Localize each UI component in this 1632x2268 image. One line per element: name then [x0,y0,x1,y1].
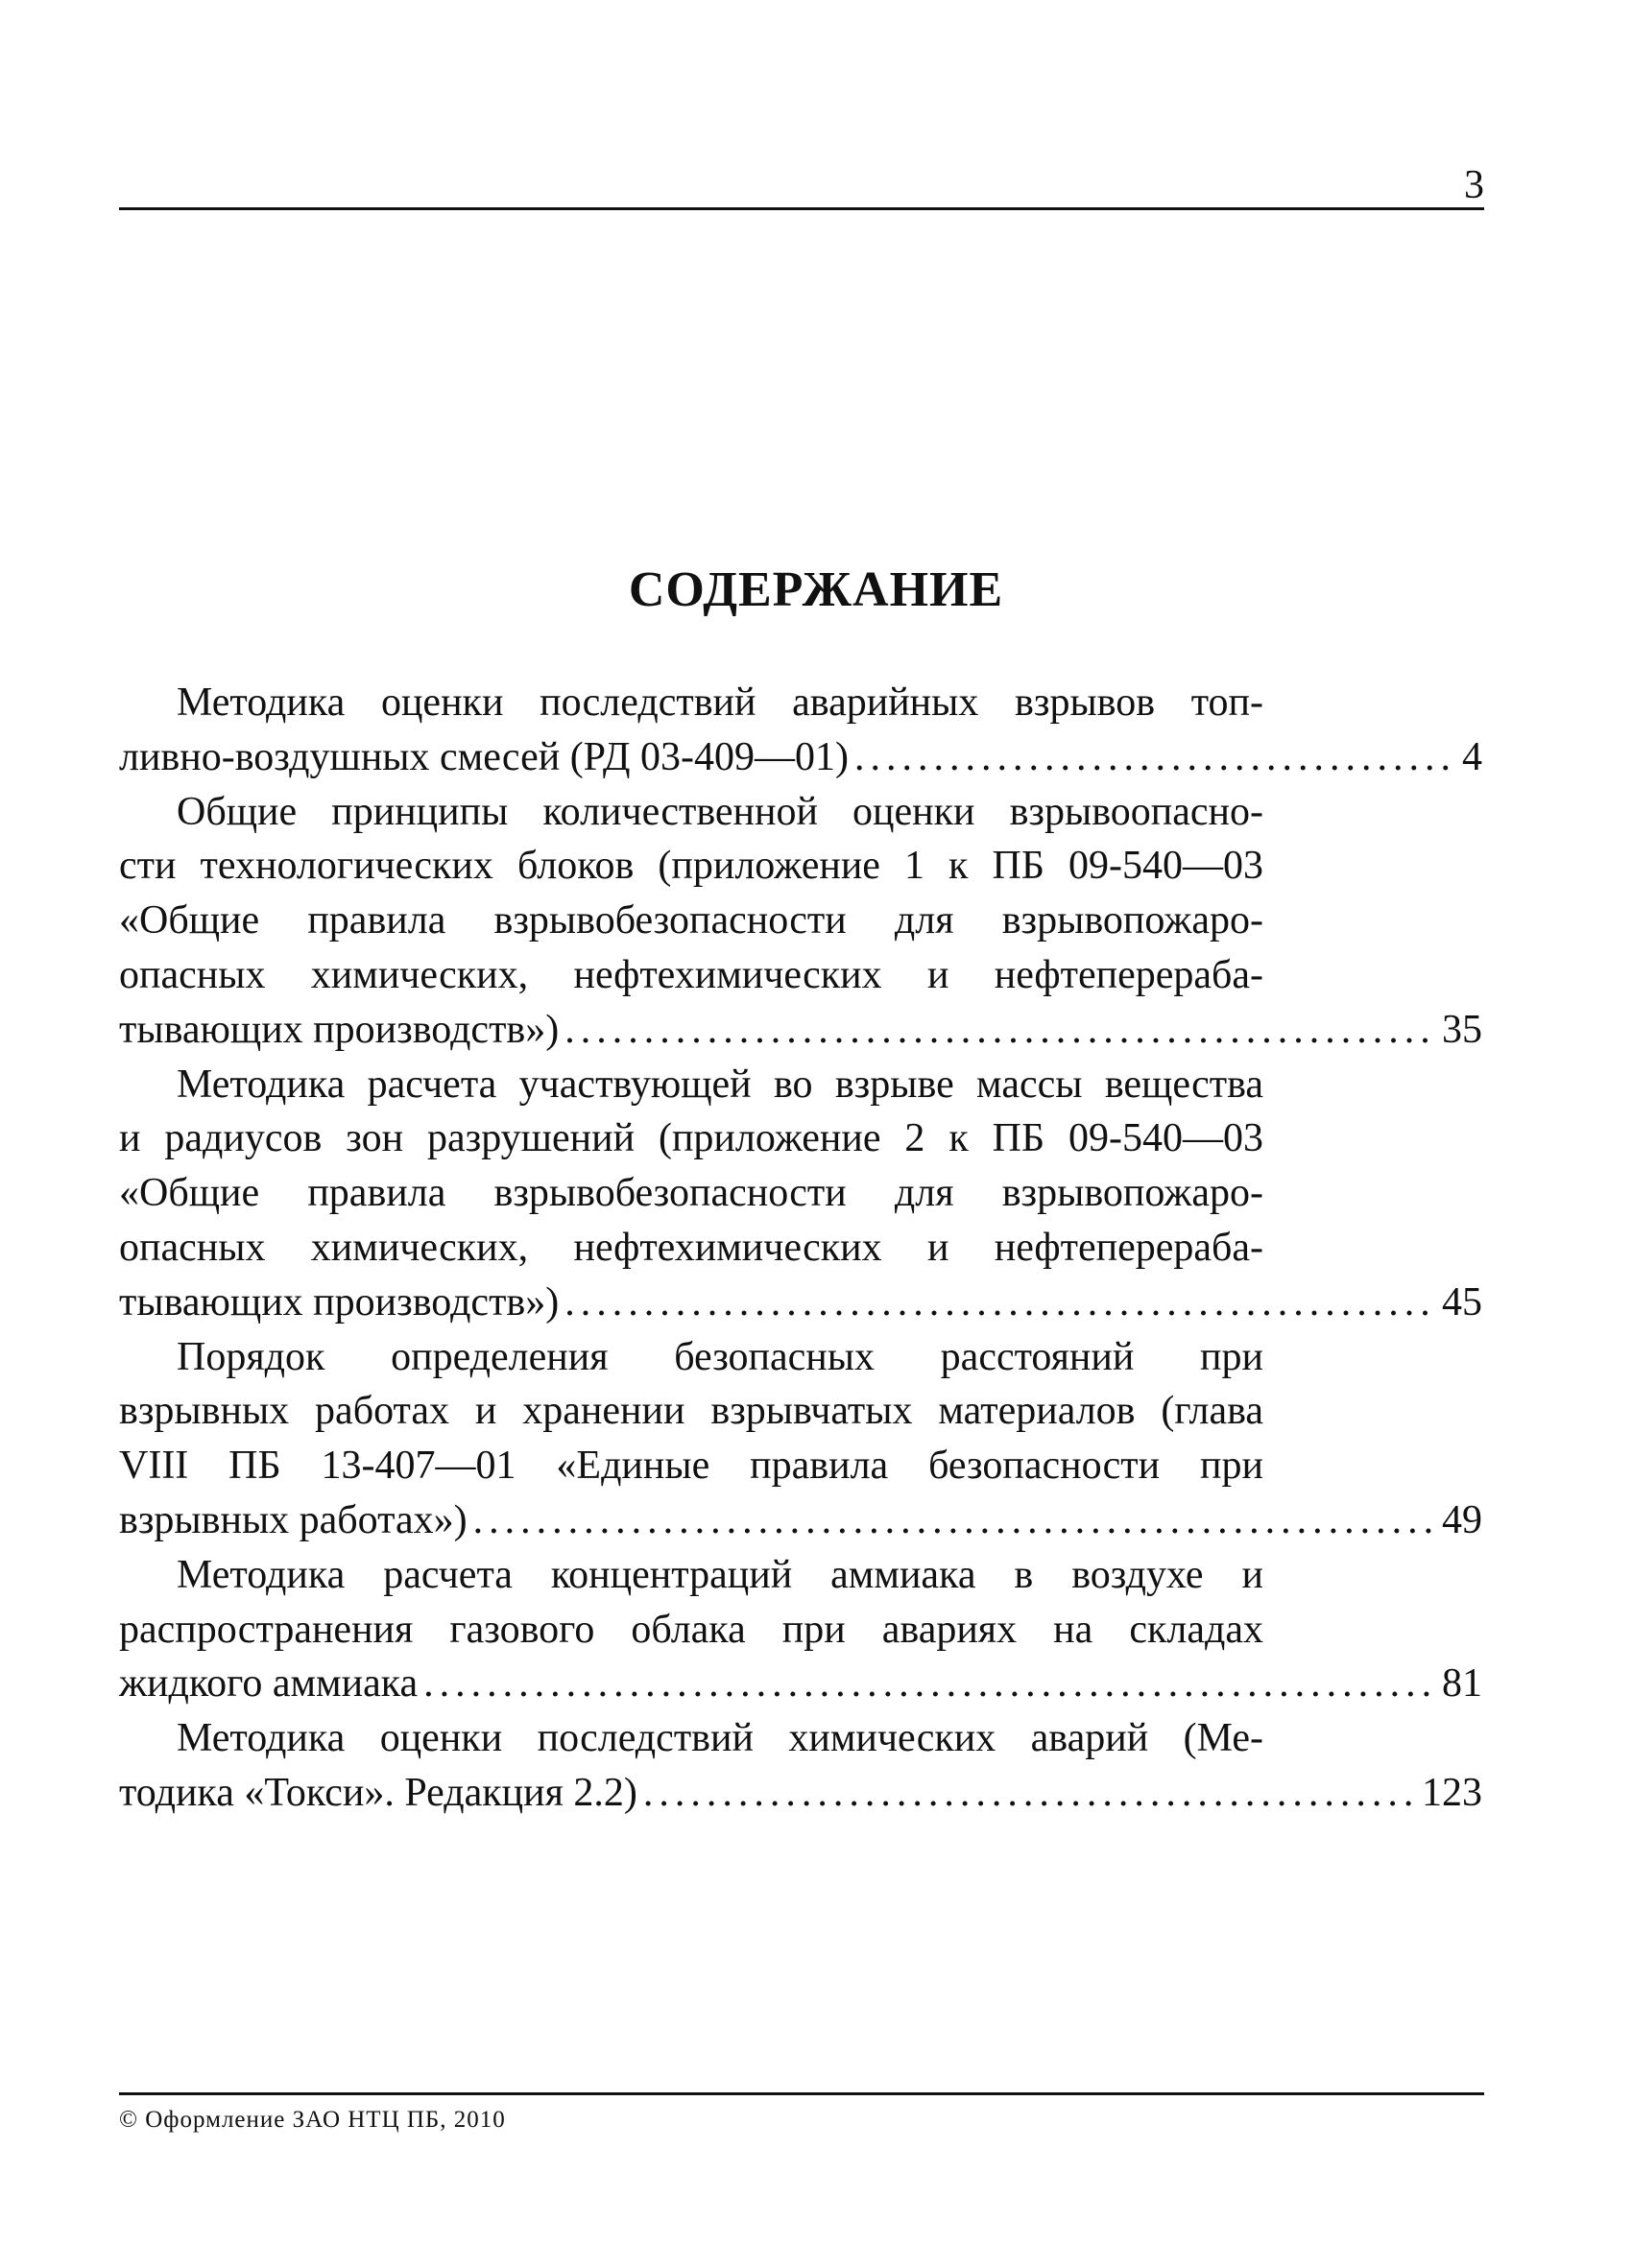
toc-entry-last-line [119,1657,1482,1711]
toc-entry[interactable] [119,1330,1482,1548]
toc-page-number: 49 [1442,1497,1482,1542]
toc-entry-line: «Общие правила взрывобезопасности для взрывопожаро- [119,898,1263,943]
toc-entry-last-line [119,1003,1482,1058]
page-number: 3 [1464,163,1484,207]
toc-page-number: 45 [1442,1279,1482,1325]
toc-entry-line: «Общие правила взрывобезопасности для взрывопожаро- [119,1171,1263,1216]
toc-entry-text: жидкого аммиака [119,1661,419,1707]
toc-entry-text: тывающих производств») [119,1007,560,1052]
toc-page-number: 123 [1422,1770,1482,1815]
toc-leader-dots [643,1766,1416,1821]
toc-entry-line: распространения газового облака при авариях на складах [119,1607,1263,1652]
toc-leader-dots [564,1276,1436,1330]
toc-leader-dots [423,1657,1436,1711]
toc-entry-line: взрывных работах и хранении взрывчатых материалов (глава [119,1389,1263,1434]
footer-rule [119,2092,1484,2095]
toc-entry[interactable] [119,1548,1482,1711]
toc-entry-line: опасных химических, нефтехимических и нефтеперераба- [119,1225,1263,1270]
toc-entry-line: Методика оценки последствий аварийных взрывов топ- [177,680,1263,725]
toc-page-number: 35 [1442,1007,1482,1052]
footer-copyright: © Оформление ЗАО НТЦ ПБ, 2010 [119,2107,506,2133]
toc-entry-last-line [119,1493,1482,1548]
table-of-contents [119,676,1482,1821]
toc-entry-text: взрывных работах») [119,1497,468,1542]
toc-entry[interactable] [119,1711,1482,1821]
toc-title: СОДЕРЖАНИЕ [628,562,1004,617]
toc-entry-line: Методика оценки последствий химических аварий (Ме- [177,1716,1263,1761]
toc-page-number: 4 [1462,734,1482,779]
toc-page-number: 81 [1442,1661,1482,1707]
toc-entry-line: Общие принципы количественной оценки взрывоопасно- [177,789,1263,834]
toc-leader-dots [473,1493,1436,1548]
toc-entry-text: ливно-воздушных смесей (РД 03-409—01) [119,734,849,779]
toc-entry[interactable] [119,1058,1482,1330]
toc-leader-dots [854,730,1456,785]
toc-entry[interactable] [119,785,1482,1058]
toc-entry-line: и радиусов зон разрушений (приложение 2 к ПБ 09-540—03 [119,1116,1263,1161]
toc-entry-last-line [119,730,1482,785]
toc-entry-text: тывающих производств») [119,1279,560,1325]
toc-entry-last-line [119,1766,1482,1821]
toc-entry[interactable] [119,676,1482,785]
toc-entry-line: Методика расчета концентраций аммиака в воздухе и [177,1552,1263,1597]
toc-entry-text: тодика «Токси». Редакция 2.2) [119,1770,637,1815]
toc-entry-line: сти технологических блоков (приложение 1 к ПБ 09-540—03 [119,844,1263,889]
toc-entry-line: VIII ПБ 13-407—01 «Единые правила безопасности при [119,1444,1263,1489]
header-rule [119,207,1484,210]
toc-entry-line: Порядок определения безопасных расстояний при [177,1334,1263,1379]
toc-entry-line: Методика расчета участвующей во взрыве массы вещества [177,1062,1263,1107]
toc-entry-line: опасных химических, нефтехимических и нефтеперераба- [119,952,1263,997]
toc-leader-dots [564,1003,1436,1058]
toc-entry-last-line [119,1276,1482,1330]
